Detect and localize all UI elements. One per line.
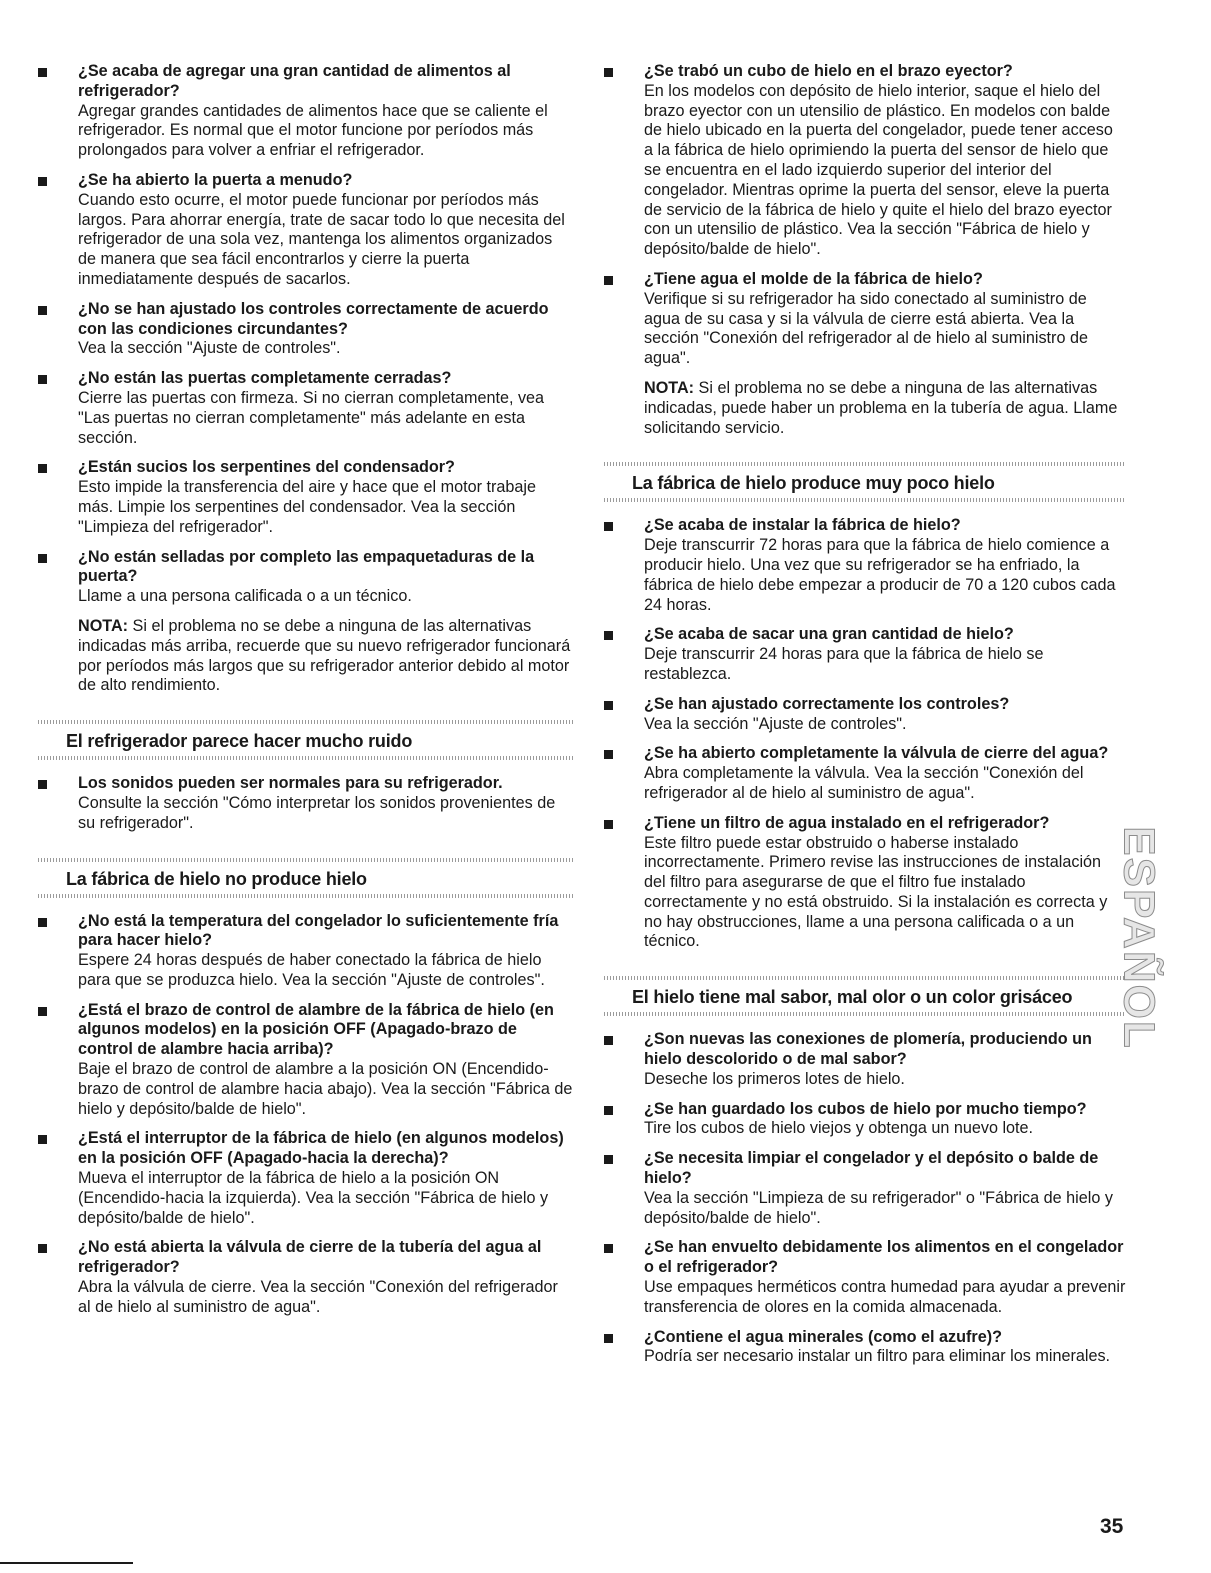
dotted-rule [38,894,573,898]
question: ¿Se acaba de sacar una gran cantidad de hielo? [644,625,1014,644]
list-item [604,516,1126,615]
answer: Deje transcurrir 72 horas para que la fábrica de hielo comience a producir hielo. Una vez que su refrigerador se ha enfriado, la fábrica de hielo debe empezar a producir de 70 a 120 cubos cada 24 horas. [644,536,1116,614]
question: ¿Son nuevas las conexiones de plomería, produciendo un hielo descolorido o de mal sabor? [644,1030,1092,1069]
list-item [604,1100,1126,1140]
list-item [604,814,1126,953]
answer: Mueva el interruptor de la fábrica de hielo a la posición ON (Encendido-hacia la izquierda). Vea la sección "Fábrica de hielo y depósito/balde de hielo". [78,1169,549,1227]
note [38,617,573,696]
answer: Cuando esto ocurre, el motor puede funcionar por períodos más largos. Para ahorrar energía, trate de sacar todo lo que necesita del refrigerador de una sola vez, mantenga los alimentos organizados de manera que sea fácil encontrarlos y cierre la puerta inmediatamente después de sacarlos. [78,190,565,288]
question: ¿Se trabó un cubo de hielo en el brazo eyector? [644,62,1013,80]
bullet-icon [38,177,47,186]
answer: Podría ser necesario instalar un filtro para eliminar los minerales. [644,1347,1111,1366]
question: ¿Se han envuelto debidamente los alimentos en el congelador o el refrigerador? [644,1238,1124,1277]
list-item [604,1030,1126,1089]
question: ¿Tiene un filtro de agua instalado en el refrigerador? [644,813,1050,832]
list-item [604,1328,1126,1368]
left-column [38,62,573,1328]
answer: Esto impide la transferencia del aire y hace que el motor trabaje más. Limpie los serpentines del condensador. Vea la sección "Limpieza del refrigerador". [78,478,536,536]
answer: Vea la sección "Ajuste de controles". [644,714,907,733]
right-column [604,62,1126,1377]
answer: Espere 24 horas después de haber conectado la fábrica de hielo para que se produzca hielo. Vea la sección "Ajuste de controles". [78,951,545,989]
bullet-icon [38,464,47,473]
list-item [38,62,573,161]
list-item [604,1238,1126,1317]
section-title: El hielo tiene mal sabor, mal olor o un color grisáceo [632,987,1073,1008]
question: ¿No están selladas por completo las empaquetaduras de la puerta? [78,547,535,586]
list-item [38,369,573,448]
bullet-icon [604,701,613,710]
question: ¿Se acaba de instalar la fábrica de hielo? [644,516,961,535]
dotted-rule [604,976,1126,980]
section-heading-noise [38,720,573,760]
answer: Verifique si su refrigerador ha sido conectado al suministro de agua de su casa y si la válvula de cierre está abierta. Vea la sección "Conexión del refrigerador al de hielo al suministro de agua". [644,289,1088,368]
bullet-icon [38,554,47,563]
list-item [604,62,1126,260]
answer: Llame a una persona calificada o a un técnico. [78,587,412,606]
bullet-icon [38,68,47,77]
question: ¿Está el brazo de control de alambre de la fábrica de hielo (en algunos modelos) en la posición OFF (Apagado-brazo de control de alambre hacia arriba)? [78,1000,554,1059]
question: ¿No está abierta la válvula de cierre de la tubería del agua al refrigerador? [78,1238,542,1277]
list-item [38,458,573,537]
bullet-icon [604,1106,613,1115]
language-side-tab [1115,818,1164,1058]
section-title: La fábrica de hielo produce muy poco hielo [632,473,995,494]
note [604,379,1126,438]
question: ¿Se necesita limpiar el congelador y el depósito o balde de hielo? [644,1149,1099,1188]
bullet-icon [604,68,613,77]
answer: Abra la válvula de cierre. Vea la sección "Conexión del refrigerador al de hielo al suministro de agua". [78,1278,558,1316]
answer: Este filtro puede estar obstruido o haberse instalado incorrectamente. Primero revise las instrucciones de instalación del filtro para asegurarse de que el filtro fue instalado correctamente y no está obstruido. Si la instalación es correcta y no hay obstrucciones, llame a una persona calificada o a un técnico. [644,833,1108,951]
note-text: Si el problema no se debe a ninguna de las alternativas indicadas más arriba, recuerde que su nuevo refrigerador funcionará por períodos más largos que su refrigerador anterior debido al motor de alto rendimiento. [78,616,571,695]
bullet-icon [604,1334,613,1343]
question: Los sonidos pueden ser normales para su refrigerador. [78,774,503,793]
note-text: Si el problema no se debe a ninguna de las alternativas indicadas, puede haber un problema en la tubería de agua. Llame solicitando servicio. [644,378,1118,437]
question: ¿Se ha abierto la puerta a menudo? [78,170,353,189]
answer: Deseche los primeros lotes de hielo. [644,1069,905,1088]
question: ¿Se han guardado los cubos de hielo por mucho tiempo? [644,1099,1087,1118]
answer: Agregar grandes cantidades de alimentos hace que se caliente el refrigerador. Es normal que el motor funcione por períodos más prolongados para volver a enfriar el refrigerador. [78,101,548,160]
question: ¿Se han ajustado correctamente los controles? [644,694,1010,713]
dotted-rule [604,498,1126,502]
answer: Use empaques herméticos contra humedad para ayudar a prevenir transferencia de olores en la comida almacenada. [644,1278,1126,1316]
question: ¿No está la temperatura del congelador lo suficientemente fría para hacer hielo? [78,911,559,950]
bullet-icon [604,1155,613,1164]
answer: Tire los cubos de hielo viejos y obtenga un nuevo lote. [644,1119,1034,1138]
section-title: El refrigerador parece hacer mucho ruido [66,731,413,752]
section-heading-bad-taste [604,976,1126,1016]
list-item [38,300,573,359]
list-item [604,1149,1126,1228]
bullet-icon [38,1007,47,1016]
footer-rule [0,1562,133,1564]
section-title: La fábrica de hielo no produce hielo [66,868,367,889]
answer: Consulte la sección "Cómo interpretar los sonidos provenientes de su refrigerador". [78,793,556,832]
note-label: NOTA: [78,616,129,635]
dotted-rule [38,858,573,862]
answer: Deje transcurrir 24 horas para que la fábrica de hielo se restablezca. [644,645,1044,683]
list-item [38,774,573,833]
question: ¿Se acaba de agregar una gran cantidad de alimentos al refrigerador? [78,62,511,100]
answer: Cierre las puertas con firmeza. Si no cierran completamente, vea "Las puertas no cierran completamente" más adelante en esta sección. [78,388,545,447]
answer: En los modelos con depósito de hielo interior, saque el hielo del brazo eyector con un utensilio de plástico. En modelos con balde de hielo ubicado en la puerta del congelador, puede tener acceso a la fábrica de hielo oprimiendo la puerta del sensor de hielo que se encuentra en el lado izquierdo superior del interior del congelador. Mientras oprime la puerta del sensor, eleve la puerta de servicio de la fábrica de hielo y quite el hielo del brazo eyector con un utensilio de plástico. Vea la sección "Fábrica de hielo y depósito/balde de hielo". [644,81,1113,259]
dotted-rule [604,1012,1126,1016]
bullet-icon [38,375,47,384]
question: ¿Están sucios los serpentines del condensador? [78,458,455,477]
list-item [604,270,1126,369]
list-item [38,171,573,290]
list-item [604,625,1126,684]
list-item [38,1001,573,1120]
list-item [38,548,573,607]
language-label: ESPAÑOL [1115,826,1164,1050]
dotted-rule [38,756,573,760]
bullet-icon [604,1244,613,1253]
answer: Baje el brazo de control de alambre a la posición ON (Encendido-brazo de control de alambre hacia abajo). Vea la sección "Fábrica de hielo y depósito/balde de hielo". [78,1060,573,1118]
bullet-icon [604,522,613,531]
section-heading-little-ice [604,462,1126,502]
page-number: 35 [1100,1515,1124,1538]
question: ¿Contiene el agua minerales (como el azufre)? [644,1327,1003,1346]
list-item [38,912,573,991]
section-heading-no-ice [38,858,573,898]
list-item [38,1238,573,1317]
answer: Vea la sección "Limpieza de su refrigerador" o "Fábrica de hielo y depósito/balde de hielo". [644,1188,1113,1227]
bullet-icon [604,820,613,829]
bullet-icon [38,306,47,315]
dotted-rule [38,720,573,724]
bullet-icon [604,276,613,285]
bullet-icon [604,1036,613,1045]
answer: Abra completamente la válvula. Vea la sección "Conexión del refrigerador al de hielo al suministro de agua". [644,764,1084,802]
list-items-general [38,62,573,607]
note-label: NOTA: [644,378,695,397]
question: ¿Está el interruptor de la fábrica de hielo (en algunos modelos) en la posición OFF (Apagado-hacia la derecha)? [78,1129,564,1168]
bullet-icon [38,780,47,789]
question: ¿No se han ajustado los controles correctamente de acuerdo con las condiciones circundantes? [78,299,549,338]
list-item [604,695,1126,735]
bullet-icon [38,918,47,927]
question: ¿No están las puertas completamente cerradas? [78,369,452,388]
question: ¿Tiene agua el molde de la fábrica de hielo? [644,269,983,288]
bullet-icon [38,1135,47,1144]
list-item [604,744,1126,803]
bullet-icon [38,1244,47,1253]
list-item [38,1129,573,1228]
dotted-rule [604,462,1126,466]
bullet-icon [604,631,613,640]
question: ¿Se ha abierto completamente la válvula de cierre del agua? [644,744,1109,763]
answer: Vea la sección "Ajuste de controles". [78,339,341,358]
bullet-icon [604,750,613,759]
